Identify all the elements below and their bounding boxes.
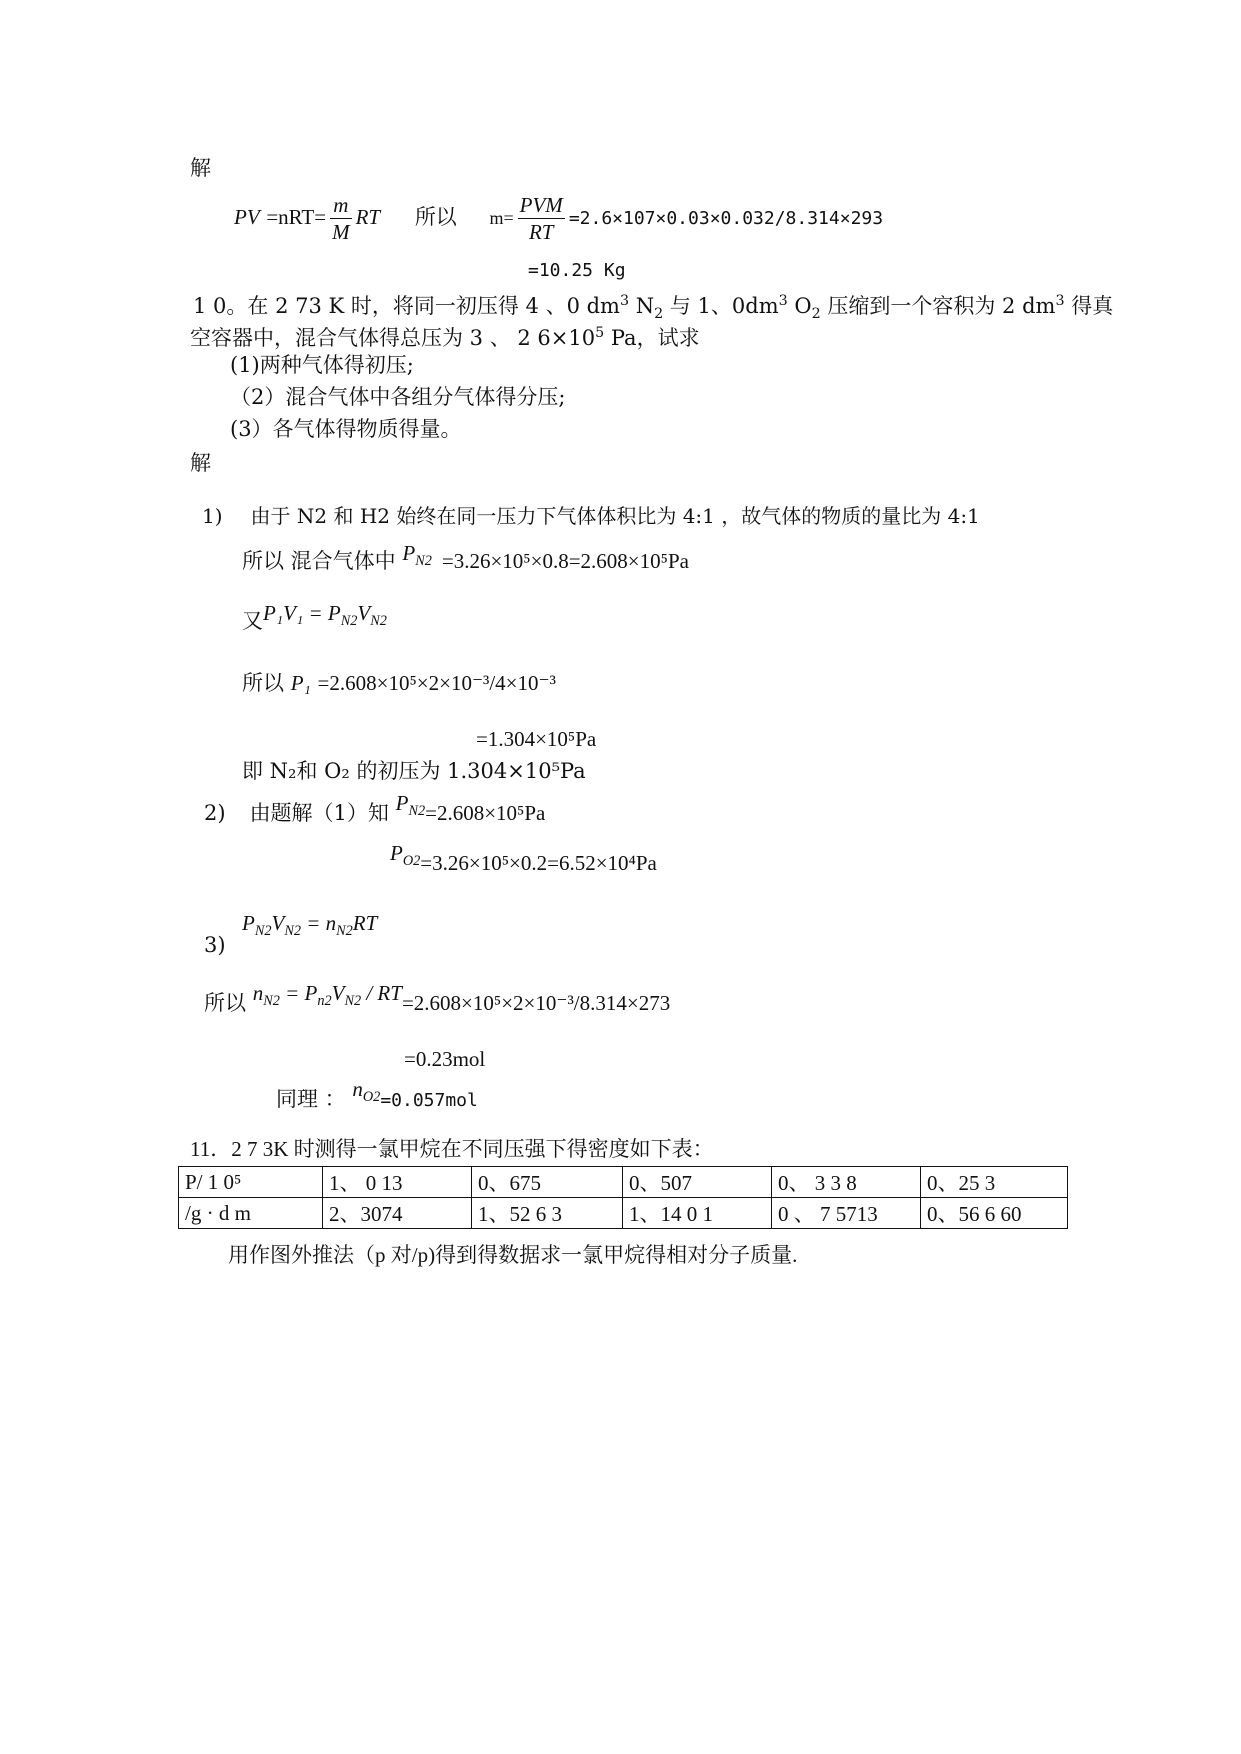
solution-label: 解 [190, 156, 211, 180]
step-1-num: 1) [202, 504, 223, 528]
step-3-n-result: =0.23mol [404, 1047, 486, 1071]
relation-eq: $P_1V_1 = P_{N2}V_{N2}$ [263, 601, 387, 630]
p10-n: N [629, 294, 655, 318]
problem-10-question-2: （2）混合气体中各组分气体得分压; [230, 385, 566, 409]
step-1-mix [242, 541, 689, 582]
equation-pv-nrt [234, 192, 883, 245]
step-3-num: 3) [204, 933, 226, 957]
table-cell: 0、25 3 [921, 1167, 1068, 1198]
fraction-m-over-M [330, 192, 352, 245]
problem-10-question-1: (1)两种气体得初压; [230, 353, 414, 377]
p10-mid: 与 1、0dm [663, 294, 779, 318]
table-cell: 1、 0 13 [323, 1167, 472, 1198]
n-calc: =2.608×10⁵×2×10⁻³/8.314×273 [401, 991, 671, 1015]
p1-var: P₁ [290, 671, 311, 695]
problem-11-footer: 用作图外推法（p 对/p)得到得数据求一氯甲烷得相对分子质量. [228, 1243, 798, 1267]
tongli-text: 同理 ： [276, 1087, 346, 1111]
table-row [179, 1167, 1068, 1198]
table-cell: 0、 3 3 8 [772, 1167, 921, 1198]
step-2-line [204, 791, 546, 834]
table-cell: 0 、 7 5713 [772, 1198, 921, 1229]
step-1-p1-result: =1.304×10⁵Pa [476, 727, 597, 751]
no2-result: =0.057mol [380, 1090, 478, 1111]
mix-pre: 所以 混合气体中 [242, 549, 396, 573]
eq-suoyi: 所以 [414, 205, 457, 229]
step-1-p1 [242, 670, 556, 696]
p1-calc: =2.608×10⁵×2×10⁻³/4×10⁻³ [317, 671, 556, 695]
p10-sup-b: 3 [778, 293, 788, 309]
step-1-line [202, 503, 980, 529]
step-1-text: 由于 N2 和 H2 始终在同一压力下气体体积比为 4:1 ，故气体的物质的量比为 4:1 [250, 504, 980, 528]
mix-calc: =3.26×10⁵×0.8=2.608×10⁵Pa [441, 549, 689, 573]
problem-10-question-3: (3）各气体得物质得量。 [230, 417, 462, 441]
eq-calc: =2.6×107×0.03×0.032/8.314×293 [568, 208, 884, 229]
step-2-num: 2) [204, 801, 226, 825]
step-3-n [204, 981, 671, 1024]
table-cell: P/ 1 0⁵ [179, 1167, 323, 1198]
p1-suoyi: 所以 [242, 671, 284, 695]
step-3-tongli [276, 1077, 478, 1120]
problem-10-line-2 [190, 320, 700, 351]
mix-p: $P_{N2}$ [402, 541, 432, 570]
step-1-conclusion: 即 N₂和 O₂ 的初压为 1.304×10⁵Pa [242, 759, 586, 783]
table-cell: 2、3074 [323, 1198, 472, 1229]
step-1-relation [242, 600, 387, 634]
density-table [178, 1166, 1068, 1229]
p10-sub-b: 2 [811, 306, 821, 323]
frac2-den: RT [528, 220, 554, 244]
p10-sup5: 5 [595, 325, 605, 341]
p10-end: 得真 [1064, 294, 1114, 318]
you-char: 又 [242, 609, 263, 633]
no2-var: $n_{O2}$ [352, 1077, 381, 1106]
table-cell: 0、507 [623, 1167, 772, 1198]
eq-lhs: PV [234, 205, 260, 229]
po2-var: $P_{O2}$ [390, 841, 421, 870]
p10-text-a: 1 0。在 2 73 K 时，将同一初压得 4 、0 dm [193, 294, 620, 318]
fraction-pvm-over-rt [518, 192, 565, 245]
frac-den: M [332, 220, 350, 244]
p10-line2-text: 空容器中，混合气体得总压为 3 、 2 6×10 [190, 326, 596, 350]
table-cell: 0、675 [472, 1167, 623, 1198]
table-cell: 0、56 6 60 [921, 1198, 1068, 1229]
step-2-p: $P_{N2}$ [395, 791, 426, 820]
frac2-num: PVM [519, 193, 563, 217]
step-2-po2 [390, 841, 657, 884]
step-2-calc1: =2.608×10⁵Pa [425, 801, 546, 825]
po2-calc: =3.26×10⁵×0.2=6.52×10⁴Pa [420, 851, 657, 875]
p10-sub-a: 2 [654, 306, 664, 323]
eq-nrt: =nRT= [266, 205, 327, 229]
equation-result: =10.25 Kg [528, 260, 626, 281]
p10-line2-end: Pa，试求 [604, 326, 700, 350]
p10-sup-a: 3 [619, 293, 630, 309]
eq-m: m= [489, 208, 514, 228]
n-suoyi: 所以 [204, 991, 246, 1015]
solution-label-2: 解 [190, 451, 211, 475]
table-cell: /g · d m [179, 1198, 323, 1229]
table-cell: 1、14 0 1 [623, 1198, 772, 1229]
n-eq: $n_{N2} = P_{n2}V_{N2}$ / RT [252, 981, 402, 1010]
step-2-text: 由题解（1）知 [249, 801, 389, 825]
p10-post: 压缩到一个容积为 2 dm [820, 294, 1056, 318]
table-row [179, 1198, 1068, 1229]
eq-rt: RT [355, 205, 381, 229]
p10-sup-c: 3 [1055, 293, 1065, 309]
table-cell: 1、52 6 3 [472, 1198, 623, 1229]
problem-11-line: 11．2 7 3K 时测得一氯甲烷在不同压强下得密度如下表： [190, 1137, 714, 1161]
p10-o: O [787, 294, 812, 318]
frac-num: m [330, 192, 352, 219]
step-3-equation: $P_{N2}V_{N2} = n_{N2}RT$ [242, 911, 378, 940]
